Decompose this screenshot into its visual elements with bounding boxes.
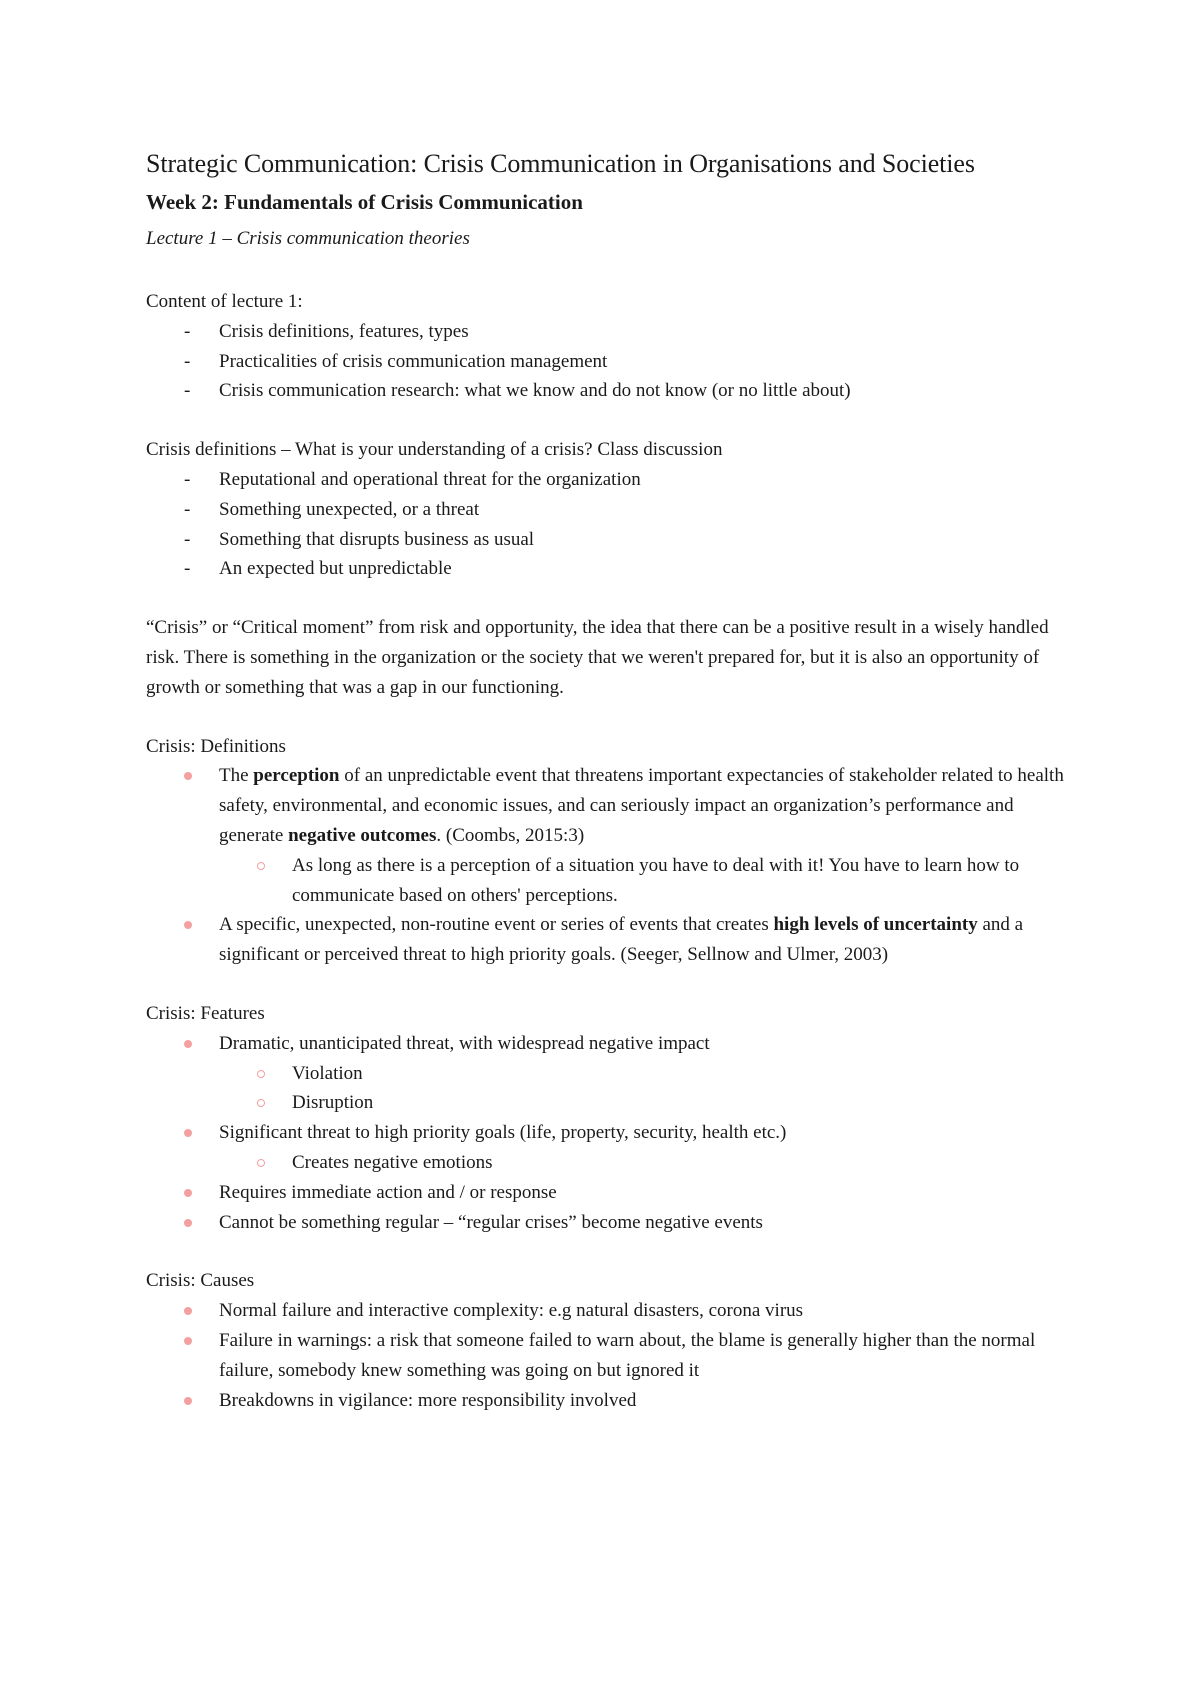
bullet-circle-icon bbox=[257, 1070, 265, 1078]
list-item: - Something unexpected, or a threat bbox=[146, 495, 1080, 525]
features-section bbox=[146, 999, 1080, 1237]
features-list bbox=[146, 1029, 1080, 1238]
causes-list bbox=[146, 1296, 1080, 1415]
bullet-dot-icon bbox=[184, 1189, 192, 1197]
bullet-dot-icon bbox=[184, 1307, 192, 1315]
bullet-dot-icon bbox=[184, 1337, 192, 1345]
discussion-section bbox=[146, 435, 1080, 584]
crisis-paragraph: “Crisis” or “Critical moment” from risk and opportunity, the idea that there can be a positive result in a wisely handled risk. There is something in the organization or the society that we weren't prepared for, but it is also an opportunity of growth or something that was a gap in our functioning. bbox=[146, 617, 1049, 698]
week-subtitle: Week 2: Fundamentals of Crisis Communication bbox=[146, 190, 583, 214]
bullet-dot-icon bbox=[184, 1129, 192, 1137]
sub-list-item: Creates negative emotions bbox=[219, 1148, 1080, 1178]
dash-bullet-icon: - bbox=[184, 320, 191, 342]
discussion-list bbox=[146, 465, 1080, 584]
content-list bbox=[146, 317, 1080, 406]
list-item: - Something that disrupts business as usual bbox=[146, 525, 1080, 555]
dash-bullet-icon: - bbox=[184, 558, 191, 580]
list-item: Significant threat to high priority goals (life, property, security, health etc.) Creates negative emotions bbox=[146, 1118, 1080, 1178]
list-item: - Reputational and operational threat for the organization bbox=[146, 465, 1080, 495]
causes-heading: Crisis: Causes bbox=[146, 1270, 255, 1292]
bullet-dot-icon bbox=[184, 1040, 192, 1048]
sub-list-item: Violation bbox=[219, 1059, 1080, 1089]
list-item: Normal failure and interactive complexity: e.g natural disasters, corona virus bbox=[146, 1296, 1080, 1326]
list-item: Cannot be something regular – “regular crises” become negative events bbox=[146, 1208, 1080, 1238]
sub-list bbox=[219, 851, 1080, 911]
list-item: - Practicalities of crisis communication management bbox=[146, 347, 1080, 377]
definitions-heading: Crisis: Definitions bbox=[146, 735, 286, 757]
bullet-circle-icon bbox=[257, 862, 265, 870]
bullet-dot-icon bbox=[184, 1397, 192, 1405]
list-item: Dramatic, unanticipated threat, with widespread negative impact Violation Disruption bbox=[146, 1029, 1080, 1118]
sub-list-item: Disruption bbox=[219, 1088, 1080, 1118]
bullet-dot-icon bbox=[184, 772, 192, 780]
list-item: Breakdowns in vigilance: more responsibility involved bbox=[146, 1386, 1080, 1416]
list-item: Requires immediate action and / or response bbox=[146, 1178, 1080, 1208]
dash-bullet-icon: - bbox=[184, 528, 191, 550]
definitions-section bbox=[146, 732, 1080, 970]
list-item: - Crisis definitions, features, types bbox=[146, 317, 1080, 347]
sub-list bbox=[219, 1059, 1080, 1119]
dash-bullet-icon: - bbox=[184, 468, 191, 490]
document-title: Strategic Communication: Crisis Communication in Organisations and Societies bbox=[146, 149, 975, 178]
bullet-circle-icon bbox=[257, 1099, 265, 1107]
bullet-circle-icon bbox=[257, 1159, 265, 1167]
dash-bullet-icon: - bbox=[184, 498, 191, 520]
list-item: The perception of an unpredictable event that threatens important expectancies of stakeholder related to health safety, environmental, and economic issues, and can seriously impact an organization’s performance and generate negative outcomes. (Coombs, 2015:3) As long as there is a perception of a situation you have to deal with it! You have to learn how to communicate based on others' perceptions. bbox=[146, 761, 1080, 910]
crisis-paragraph-section bbox=[146, 613, 1080, 702]
dash-bullet-icon: - bbox=[184, 380, 191, 402]
content-heading: Content of lecture 1: bbox=[146, 291, 303, 312]
definitions-list bbox=[146, 761, 1080, 970]
sub-list bbox=[219, 1148, 1080, 1178]
list-item: A specific, unexpected, non-routine event or series of events that creates high levels of uncertainty and a significant or perceived threat to high priority goals. (Seeger, Sellnow and Ulmer, 2003) bbox=[146, 910, 1080, 970]
sub-list-item: As long as there is a perception of a situation you have to deal with it! You have to learn how to communicate based on others' perceptions. bbox=[219, 851, 1080, 911]
lecture-heading: Lecture 1 – Crisis communication theories bbox=[146, 228, 470, 249]
content-section bbox=[146, 287, 1080, 406]
features-heading: Crisis: Features bbox=[146, 1002, 265, 1024]
list-item: - An expected but unpredictable bbox=[146, 554, 1080, 584]
list-item: Failure in warnings: a risk that someone failed to warn about, the blame is generally higher than the normal failure, somebody knew something was going on but ignored it bbox=[146, 1326, 1080, 1386]
causes-section bbox=[146, 1266, 1080, 1415]
list-item: - Crisis communication research: what we know and do not know (or no little about) bbox=[146, 376, 1080, 406]
discussion-heading: Crisis definitions – What is your understanding of a crisis? Class discussion bbox=[146, 439, 723, 461]
dash-bullet-icon: - bbox=[184, 350, 191, 372]
bullet-dot-icon bbox=[184, 1219, 192, 1227]
bullet-dot-icon bbox=[184, 921, 192, 929]
